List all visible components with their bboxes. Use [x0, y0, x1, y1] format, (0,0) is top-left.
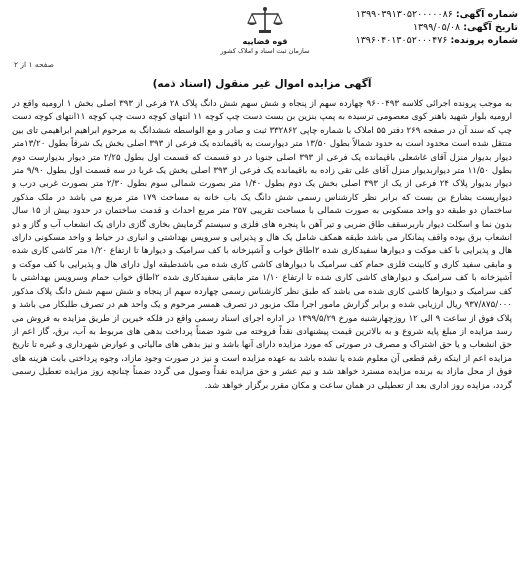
- org-name: قوه قضاییه: [242, 37, 288, 46]
- page-number: صفحه ۱ از ۲: [14, 60, 54, 69]
- file-number-row: [322, 34, 518, 47]
- scales-of-justice-icon: [245, 6, 285, 36]
- notice-date-label: تاریخ آگهی:: [463, 22, 518, 33]
- file-number-label: شماره پرونده:: [450, 35, 518, 46]
- notice-date-row: [322, 21, 518, 34]
- file-number-value: ۱۳۹۶۰۴۰۱۳۰۵۲۰۰۰۴۷۶: [355, 35, 448, 46]
- notice-body: به موجب پرونده اجرائی کلاسه ۹۶۰۰۴۹۳ چهارده سهم از پنجاه و شش سهم شش دانگ پلاک ۲۸ فرعی از ۳۹۳ اصلی بخش ۱ ارومیه واقع در ارومیه بلوار شهید باهنر کوی معصومی ترسیده به پمپ بنزین بن بست دست چپ کوچه ۱۱ انتهای کوچه دست چپ کوچه ۱۱انتهای کوچه دست چپ که سند آن در صفحه ۲۶۹ دفتر ۵۵ املاک با شماره چاپی ۳۳۲۸۶۲ ثبت و صادر و مع الواسطه ششدانگ به مرحوم ابراهیم ابراهیمی تای بین منتقل شده است محدود است به حدود شمالاً بطول ۱۳/۵۰ متر دیوارست به باقیمانده یک فرعی از ۳۹۳ اصلی بخش یک شرقاً بطول ۱۳/۲۰متر دیوار بدیوار منزل آقای غاشعلی باقیمانده یک فرعی از ۳۹۳ اصلی جنوبا در دو قسمت که قسمت اول بطول ۲/۲۵ متر دیوار بدیوارست دوم بطول ۱۱/۵۰ متر دیواربدیوار منزل آقای علی تقی زاده به باقیمانده یک فرعی از ۳۹۳ اصلی بخش یک غربا در سه قسمت اول بطول ۹/۹۰ متر دیوار بدیوار پلاک ۲۴ فرعی از یک از ۳۹۳ اصلی بخش یک دوم بطول ۱/۴۰ متر بصورت شمالی سوم بطول ۲/۳۰ متر بصورت غربی درب و دیواریست بشارع بن بست که برابر نظر کارشناس رسمی شش دانگ یک باب خانه به مساحت ۱۷۹ متر مربع می باشد در ملک مذکور ساختمان دو طبقه دو واحد مسکونی به صورت شمالی با مساحت تقریبی ۲۵۷ متر مربع احداث و قدمت ساختمان در حدود بیش از ۱۵ سال بدون نما و اسکلت دیوار باربرسقف طاق ضربی و تیر آهن با پنجره های فلزی و سیستم گرمایش بخاری گازی دارای یک انشعاب آب و گاز و دو انشعاب برق بوده واقف پمانکار می باشد طبقه همکف شامل یک هال و پذیرایی و سرویس بهداشتی و انباری در حیاط و واحد مسکونی دارای هال و پذیرایی با کف موکت و دیوارها سفیدکاری شده ۲اطاق خواب و آشپزخانه با کف سرامیک و دیوارها تا ارتفاع ۱/۲۰ متر کاشی کاری شده و مابقی سفید کاری و کابینت فلزی حمام کف سرامیک با دیوارهای کاشی کاری شده می باشدطبقه اول دارای هال و پذیرایی با کف موکت و آشپزخانه با کف سرامیک و دیوارهای کاشی کاری شده تا ارتفاع ۱/۱۰ متر مابقی سفیدکاری شده ۲اطاق خواب حمام وسرویس بهداشتی با کف سرامیک و دیوارها کاشی کاری شده می باشد که طبق نظر کارشناس رسمی چهارده سهم از پنجاه و شش سهم شش دانگ پلاک مذکور ۹۳۷/۸۷۵/۰۰۰ ریال ارزیابی شده و برابر گزارش مامور اجرا ملک مزبور در تصرف همسر مرحوم و یک واحد هم در تصرف طلبکار می باشد و پلاک فوق از ساعت ۹ الی ۱۲ روزچهارشنبه مورخ ۱۳۹۹/۵/۲۹ در اداره اجرای اسناد رسمی واقع در فلکه خیرین از طریق مزایده به فروش می رسد مزایده از مبلغ پایه شروع و به بالاترین قیمت پیشنهادی نقداً فروخته می شود ضمناً پرداخت بدهی های مربوط به آب، برق، گاز اعم از حق انشعاب و یا حق اشتراک و مصرف در صورتی که مورد مزایده دارای آنها باشد و نیز بدهی های مالیاتی و عوارض شهرداری و غیره تا تاریخ مزایده اعم از اینکه رقم قطعی آن معلوم شده یا نشده باشد به عهده مزایده است و نیز در صورت وجود مازاد، وجوه پرداختی بابت هزینه های فوق از محل مازاد به برنده مزایده مسترد خواهد شد و تیم عشر و حق مزایده نقداً وصول می گردد ضمناً چنانچه روز مزایده تعطیل رسمی گردد، مزایده روز اداری بعد از تعطیلی در همان ساعت و مکان مقرر برگزار خواهد شد.: [12, 99, 512, 391]
- org-subtitle: سازمان ثبت اسناد و املاک کشور: [220, 47, 310, 55]
- notice-number-label: شماره آگهی:: [455, 9, 518, 20]
- notice-date-value: ۱۳۹۹/۰۵/۰۸: [412, 22, 461, 33]
- judiciary-emblem: [220, 6, 310, 64]
- notice-meta: [322, 8, 518, 47]
- notice-number-value: ۱۳۹۹۰۳۹۱۳۰۵۲۰۰۰۰۰۸۶: [355, 9, 453, 20]
- notice-title: آگهی مزایده اموال غیر منقول (اسناد ذمه): [152, 78, 372, 90]
- notice-number-row: [322, 8, 518, 21]
